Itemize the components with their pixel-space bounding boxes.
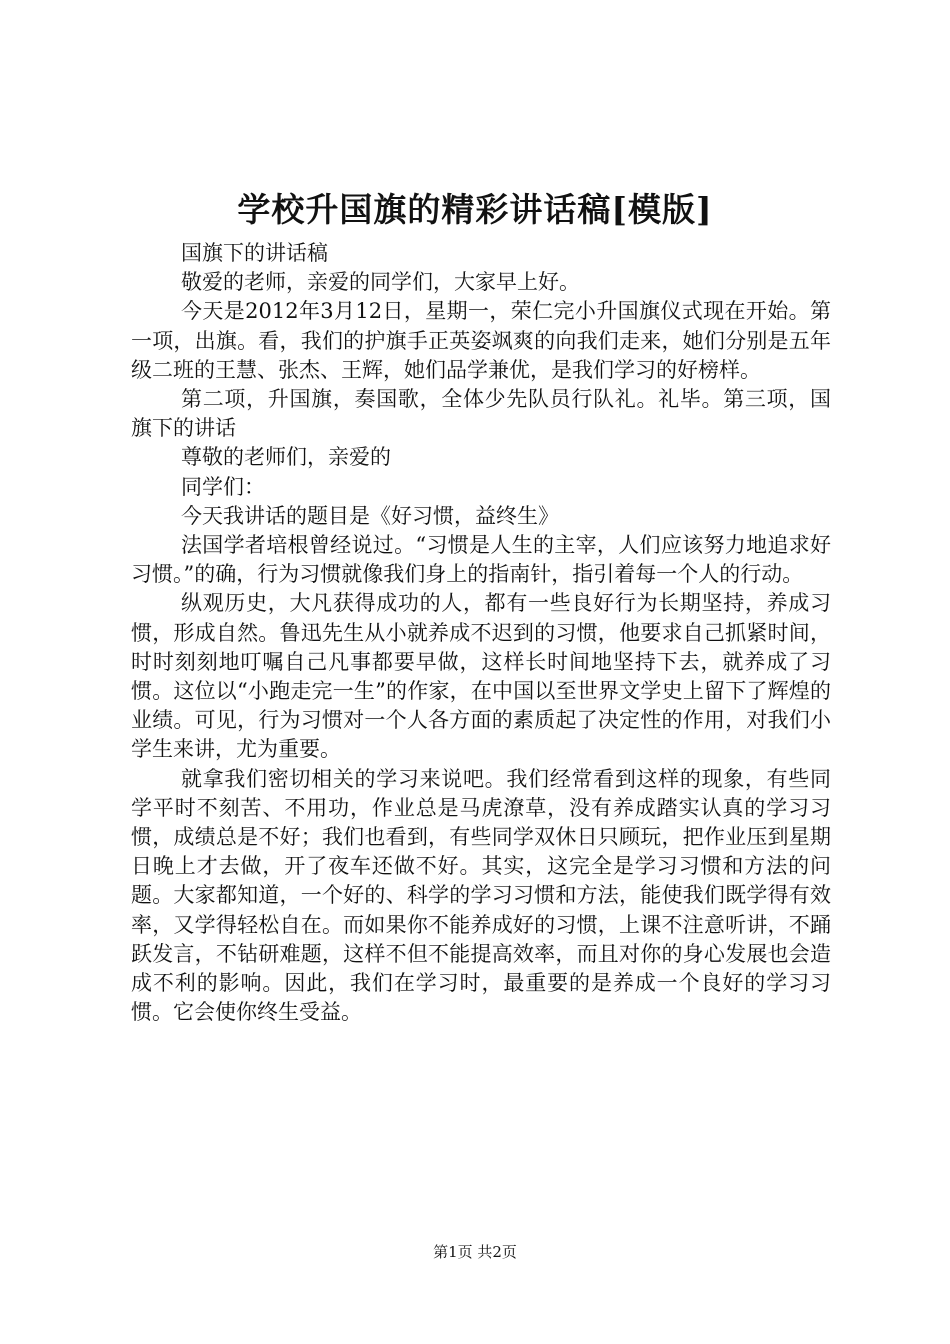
paragraph: 今天我讲话的题目是《好习惯，益终生》 (181, 503, 559, 528)
paragraph: 尊敬的老师们，亲爱的 (181, 445, 391, 470)
paragraph: 今天是2012年3月12日，星期一，荣仁完小升国旗仪式现在开始。第一项，出旗。看，我们的护旗手正英姿飒爽的向我们走来，她们分别是五年级二班的王慧、张杰、王辉，她们品学兼优，是我们学习的好榜样。 (131, 299, 831, 382)
paragraph: 第二项，升国旗，奏国歌，全体少先队员行队礼。礼毕。第三项，国旗下的讲话 (131, 387, 831, 441)
page-footer: 第1页 共2页 (433, 1243, 517, 1261)
paragraph: 同学们： (181, 474, 265, 499)
paragraph: 国旗下的讲话稿 (181, 241, 328, 265)
paragraph: 法国学者培根曾经说过。“习惯是人生的主宰，人们应该努力地追求好习惯。”的确，行为习惯就像我们身上的指南针，指引着每一个人的行动。 (131, 533, 831, 587)
document-title: 学校升国旗的精彩讲话稿[模版] (237, 190, 713, 229)
document-body (131, 239, 831, 1027)
paragraph: 敬爱的老师，亲爱的同学们，大家早上好。 (181, 270, 580, 295)
paragraph: 纵观历史，大凡获得成功的人，都有一些良好行为长期坚持，养成习惯，形成自然。鲁迅先生从小就养成不迟到的习惯，他要求自己抓紧时间，时时刻刻地叮嘱自己凡事都要早做，这样长时间地坚持下去，就养成了习惯。这位以“小跑走完一生”的作家，在中国以至世界文学史上留下了辉煌的业绩。可见，行为习惯对一个人各方面的素质起了决定性的作用，对我们小学生来讲，尤为重要。 (131, 591, 831, 762)
paragraph: 就拿我们密切相关的学习来说吧。我们经常看到这样的现象，有些同学平时不刻苦、不用功，作业总是马虎潦草，没有养成踏实认真的学习习惯，成绩总是不好；我们也看到，有些同学双休日只顾玩，把作业压到星期日晚上才去做，开了夜车还做不好。其实，这完全是学习习惯和方法的问题。大家都知道，一个好的、科学的学习习惯和方法，能使我们既学得有效率，又学得轻松自在。而如果你不能养成好的习惯，上课不注意听讲，不踊跃发言，不钻研难题，这样不但不能提高效率，而且对你的身心发展也会造成不利的影响。因此，我们在学习时，最重要的是养成一个良好的学习习惯。它会使你终生受益。 (131, 766, 831, 1025)
